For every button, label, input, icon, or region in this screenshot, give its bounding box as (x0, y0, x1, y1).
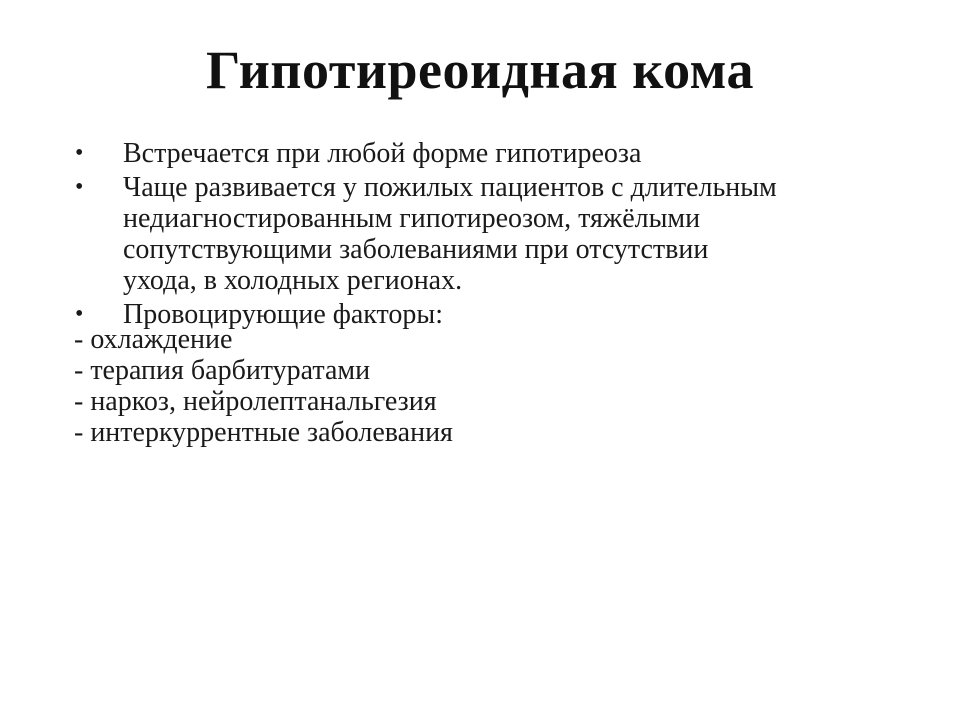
bullet-dot-icon: • (75, 174, 84, 200)
bullet-dot-icon: • (75, 301, 84, 327)
bullet-text-line: ухода, в холодных регионах. (123, 265, 463, 296)
bullet-item (0, 138, 960, 169)
factor-item: - терапия барбитуратами (74, 355, 371, 386)
bullet-text-line: Провоцирующие факторы: (123, 299, 444, 330)
factor-item: - интеркуррентные заболевания (74, 417, 453, 448)
bullet-text-line: сопутствующими заболеваниями при отсутствии (123, 234, 709, 265)
bullet-dot-icon: • (75, 140, 84, 166)
bullet-text-line: Встречается при любой форме гипотиреоза (123, 138, 642, 169)
bullet-list (0, 138, 960, 333)
slide-title: Гипотиреоидная кома (206, 40, 754, 100)
factor-list (74, 324, 453, 448)
factor-item: - охлаждение (74, 324, 233, 355)
bullet-text-line: Чаще развивается у пожилых пациентов с длительным (123, 172, 777, 203)
bullet-item (0, 172, 960, 296)
factor-item: - наркоз, нейролептанальгезия (74, 386, 437, 417)
bullet-text-line: недиагностированным гипотиреозом, тяжёлыми (123, 203, 701, 234)
